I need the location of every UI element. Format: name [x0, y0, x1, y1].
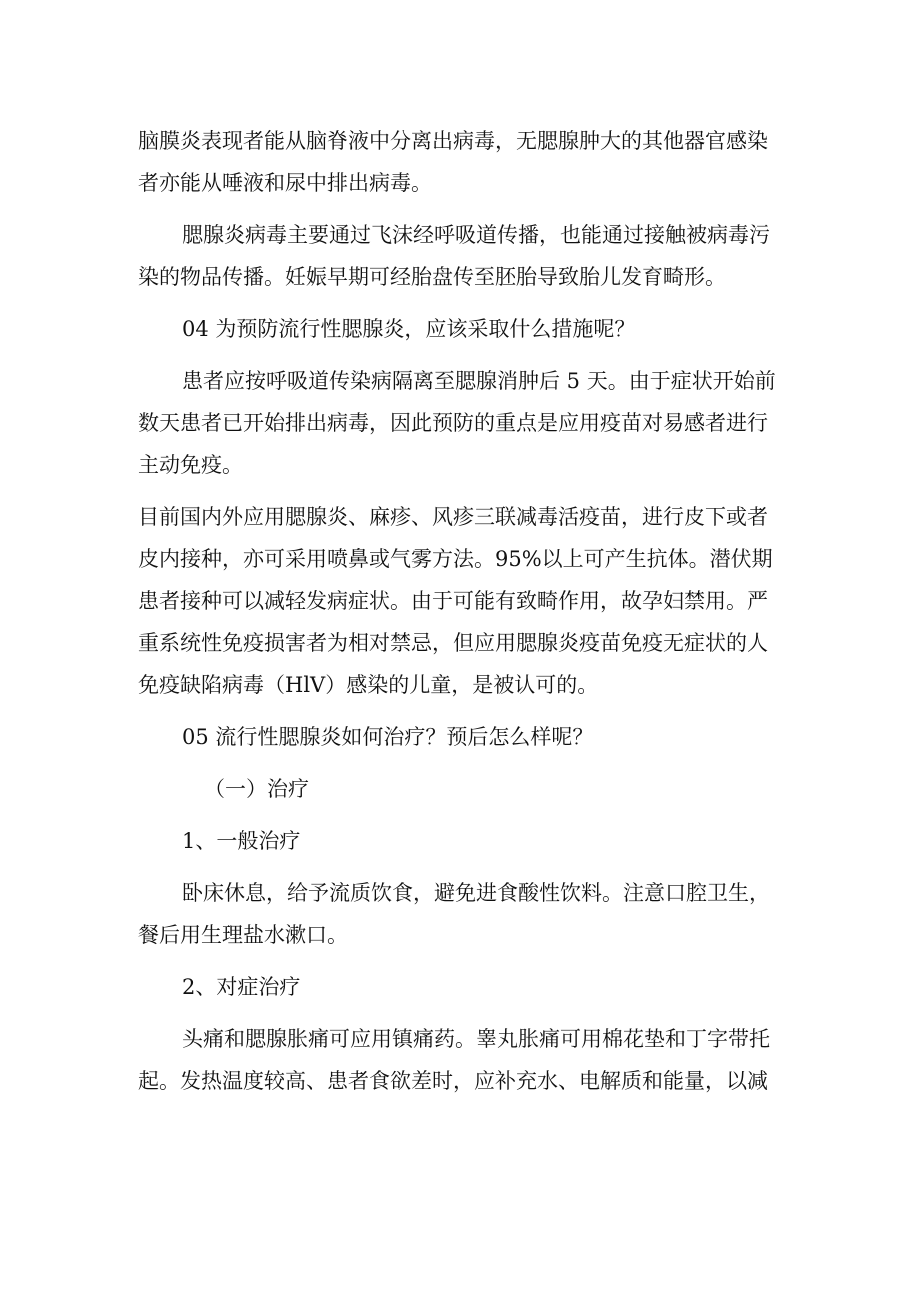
text-line: 患者应按呼吸道传染病隔离至腮腺消肿后 5 天。由于症状开始前: [182, 369, 776, 393]
text-line: 重系统性免疫损害者为相对禁忌，但应用腮腺炎疫苗免疫无症状的人: [138, 631, 768, 655]
heading-line: （一）治疗: [204, 777, 309, 801]
document-body: [138, 120, 798, 1112]
text-line: 起。发热温度较高、患者食欲差时，应补充水、电解质和能量，以减: [138, 1069, 768, 1093]
paragraph-general-treatment: [138, 872, 798, 956]
paragraph-transmission: [138, 214, 798, 298]
text-line: 数天患者已开始排出病毒，因此预防的重点是应用疫苗对易感者进行: [138, 411, 768, 435]
paragraph-isolation: [138, 360, 798, 486]
text-line: 皮内接种，亦可采用喷鼻或气雾方法。95%以上可产生抗体。潜伏期: [138, 547, 773, 571]
heading-line: 1、一般治疗: [182, 829, 301, 853]
paragraph-meningitis: [138, 120, 798, 204]
subheading-general-treatment: [138, 820, 798, 862]
text-line: 腮腺炎病毒主要通过飞沫经呼吸道传播，也能通过接触被病毒污: [182, 223, 770, 247]
text-line: 脑膜炎表现者能从脑脊液中分离出病毒，无腮腺肿大的其他器官感染: [138, 129, 768, 153]
heading-line: 04 为预防流行性腮腺炎，应该采取什么措施呢？: [182, 317, 636, 341]
text-line: 患者接种可以减轻发病症状。由于可能有致畸作用，故孕妇禁用。严: [138, 589, 768, 613]
paragraph-vaccine: [138, 496, 798, 706]
text-line: 卧床休息，给予流质饮食，避免进食酸性饮料。注意口腔卫生，: [182, 881, 770, 905]
text-line: 餐后用生理盐水漱口。: [138, 923, 348, 947]
text-line: 头痛和腮腺胀痛可应用镇痛药。睾丸胀痛可用棉花垫和丁字带托: [182, 1027, 770, 1051]
text-line: 染的物品传播。妊娠早期可经胎盘传至胚胎导致胎儿发育畸形。: [138, 265, 726, 289]
subheading-symptomatic-treatment: [138, 966, 798, 1008]
section-heading-treatment: [138, 716, 798, 758]
heading-line: 2、对症治疗: [182, 975, 301, 999]
text-line: 主动免疫。: [138, 453, 243, 477]
section-heading-prevention: [138, 308, 798, 350]
text-line: 目前国内外应用腮腺炎、麻疹、风疹三联减毒活疫苗，进行皮下或者: [138, 505, 768, 529]
text-line: 者亦能从唾液和尿中排出病毒。: [138, 171, 432, 195]
paragraph-symptomatic-treatment: [138, 1018, 798, 1102]
subheading-treatment: [138, 768, 798, 810]
heading-line: 05 流行性腮腺炎如何治疗？预后怎么样呢？: [182, 725, 594, 749]
text-line: 免疫缺陷病毒（HlV）感染的儿童，是被认可的。: [138, 673, 599, 697]
